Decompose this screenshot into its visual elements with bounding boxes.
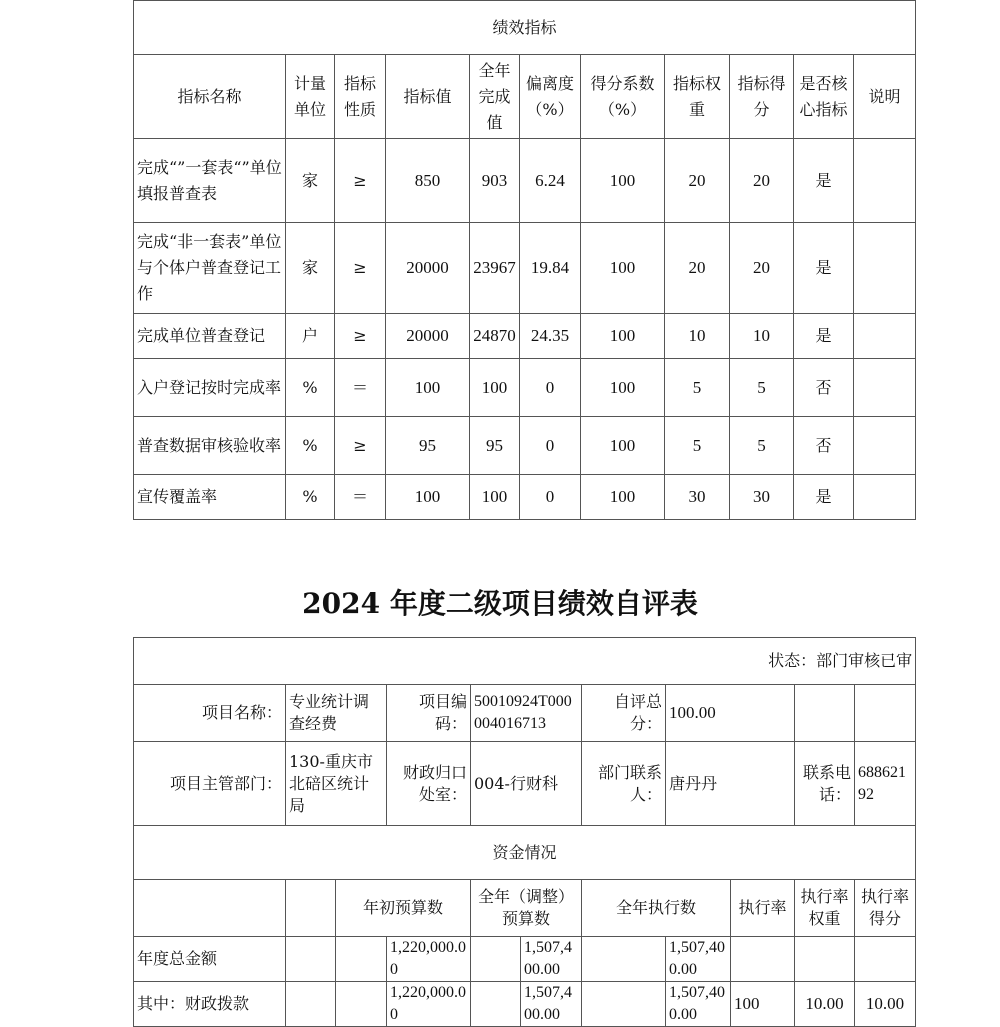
rate-score-value (855, 937, 916, 982)
cell-actual: 24870 (470, 314, 520, 359)
project-name-value: 专业统计调查经费 (286, 685, 387, 742)
rate-weight-value: 10.00 (795, 982, 855, 1027)
project-info-row (134, 685, 916, 742)
funds-row (134, 937, 916, 982)
initial-budget-value: 1,220,000.00 (387, 937, 471, 982)
cell-score-coef: 100 (581, 139, 665, 223)
cell-indicator-name: 完成“”一套表“”单位填报普查表 (134, 139, 286, 223)
cell-nature: ＝ (335, 359, 386, 417)
department-value: 130-重庆市北碚区统计局 (286, 742, 387, 826)
cell-unit: % (286, 475, 335, 520)
cell-nature: ＝ (335, 475, 386, 520)
cell-note (854, 314, 916, 359)
cell-nature: ≥ (335, 223, 386, 314)
cell-deviation: 24.35 (520, 314, 581, 359)
cell-core: 是 (794, 475, 854, 520)
department-label: 项目主管部门： (134, 742, 286, 826)
cell-weight: 5 (665, 359, 730, 417)
cell-indicator-name: 完成单位普查登记 (134, 314, 286, 359)
page-title: 2024 年度二级项目绩效自评表 (302, 587, 698, 620)
cell-weight: 20 (665, 223, 730, 314)
header-score: 指标得分 (730, 55, 794, 139)
funds-header-row (134, 880, 916, 937)
department-info-row (134, 742, 916, 826)
cell-note (854, 417, 916, 475)
section-title-performance-indicators: 绩效指标 (134, 1, 916, 55)
table-row (134, 417, 916, 475)
empty-cell (582, 982, 666, 1027)
adjusted-budget-value: 1,507,400.00 (521, 982, 582, 1027)
cell-core: 是 (794, 223, 854, 314)
cell-target: 100 (386, 359, 470, 417)
cell-deviation: 19.84 (520, 223, 581, 314)
cell-target: 100 (386, 475, 470, 520)
self-score-value: 100.00 (666, 685, 795, 742)
empty-cell (795, 685, 855, 742)
cell-note (854, 475, 916, 520)
rate-weight-value (795, 937, 855, 982)
execution-rate-value (731, 937, 795, 982)
empty-cell (286, 982, 336, 1027)
funds-row-label: 年度总金额 (134, 937, 286, 982)
cell-target: 850 (386, 139, 470, 223)
table-row (134, 139, 916, 223)
finance-office-label: 财政归口处室： (387, 742, 471, 826)
cell-actual: 100 (470, 359, 520, 417)
empty-cell (336, 937, 387, 982)
header-initial-budget: 年初预算数 (336, 880, 471, 937)
cell-weight: 30 (665, 475, 730, 520)
cell-nature: ≥ (335, 314, 386, 359)
empty-cell (855, 685, 916, 742)
contact-label: 部门联系人： (582, 742, 666, 826)
cell-score: 30 (730, 475, 794, 520)
header-deviation: 偏离度（%） (520, 55, 581, 139)
cell-note (854, 139, 916, 223)
cell-core: 是 (794, 314, 854, 359)
table-row (134, 359, 916, 417)
empty-cell (471, 982, 521, 1027)
cell-indicator-name: 入户登记按时完成率 (134, 359, 286, 417)
cell-deviation: 0 (520, 475, 581, 520)
cell-deviation: 0 (520, 417, 581, 475)
contact-value: 唐丹丹 (666, 742, 795, 826)
cell-score: 20 (730, 139, 794, 223)
initial-budget-value: 1,220,000.00 (387, 982, 471, 1027)
cell-score: 20 (730, 223, 794, 314)
cell-core: 否 (794, 359, 854, 417)
cell-weight: 10 (665, 314, 730, 359)
cell-score-coef: 100 (581, 359, 665, 417)
empty-cell (286, 937, 336, 982)
cell-nature: ≥ (335, 417, 386, 475)
cell-actual: 23967 (470, 223, 520, 314)
header-rate-score: 执行率得分 (855, 880, 916, 937)
project-self-evaluation-table (133, 637, 916, 1027)
cell-actual: 903 (470, 139, 520, 223)
cell-score: 5 (730, 417, 794, 475)
cell-actual: 95 (470, 417, 520, 475)
cell-deviation: 0 (520, 359, 581, 417)
empty-cell (582, 937, 666, 982)
cell-actual: 100 (470, 475, 520, 520)
adjusted-budget-value: 1,507,400.00 (521, 937, 582, 982)
project-code-label: 项目编码： (387, 685, 471, 742)
header-execution-rate: 执行率 (731, 880, 795, 937)
table-row (134, 475, 916, 520)
phone-value: 68862192 (855, 742, 916, 826)
header-unit: 计量单位 (286, 55, 335, 139)
header-core: 是否核心指标 (794, 55, 854, 139)
section-title-funds: 资金情况 (134, 826, 916, 880)
cell-nature: ≥ (335, 139, 386, 223)
executed-value: 1,507,400.00 (666, 937, 731, 982)
cell-unit: % (286, 359, 335, 417)
cell-score-coef: 100 (581, 314, 665, 359)
cell-score-coef: 100 (581, 475, 665, 520)
funds-row (134, 982, 916, 1027)
header-adjusted-budget: 全年（调整）预算数 (471, 880, 582, 937)
cell-target: 20000 (386, 314, 470, 359)
cell-deviation: 6.24 (520, 139, 581, 223)
table-row (134, 223, 916, 314)
cell-indicator-name: 完成“非一套表”单位与个体户普查登记工作 (134, 223, 286, 314)
self-score-label: 自评总分： (582, 685, 666, 742)
header-note: 说明 (854, 55, 916, 139)
cell-weight: 20 (665, 139, 730, 223)
finance-office-value: 004-行财科 (471, 742, 582, 826)
cell-score: 5 (730, 359, 794, 417)
empty-cell (336, 982, 387, 1027)
cell-score: 10 (730, 314, 794, 359)
empty-cell (286, 880, 336, 937)
executed-value: 1,507,400.00 (666, 982, 731, 1027)
cell-weight: 5 (665, 417, 730, 475)
cell-unit: % (286, 417, 335, 475)
performance-indicators-table (133, 0, 916, 520)
header-target: 指标值 (386, 55, 470, 139)
header-nature: 指标性质 (335, 55, 386, 139)
phone-label: 联系电话： (795, 742, 855, 826)
cell-target: 20000 (386, 223, 470, 314)
cell-unit: 家 (286, 139, 335, 223)
table-row (134, 314, 916, 359)
cell-score-coef: 100 (581, 417, 665, 475)
cell-core: 否 (794, 417, 854, 475)
cell-score-coef: 100 (581, 223, 665, 314)
cell-unit: 家 (286, 223, 335, 314)
cell-note (854, 359, 916, 417)
execution-rate-value: 100 (731, 982, 795, 1027)
cell-core: 是 (794, 139, 854, 223)
cell-target: 95 (386, 417, 470, 475)
empty-cell (471, 937, 521, 982)
project-code-value: 50010924T000004016713 (471, 685, 582, 742)
project-name-label: 项目名称： (134, 685, 286, 742)
empty-cell (134, 880, 286, 937)
header-weight: 指标权重 (665, 55, 730, 139)
cell-note (854, 223, 916, 314)
cell-indicator-name: 宣传覆盖率 (134, 475, 286, 520)
cell-unit: 户 (286, 314, 335, 359)
status-label: 状态：部门审核已审 (134, 638, 916, 685)
rate-score-value: 10.00 (855, 982, 916, 1027)
header-rate-weight: 执行率权重 (795, 880, 855, 937)
cell-indicator-name: 普查数据审核验收率 (134, 417, 286, 475)
table-header-row (134, 55, 916, 139)
header-actual: 全年完成值 (470, 55, 520, 139)
funds-row-label: 其中：财政拨款 (134, 982, 286, 1027)
header-executed: 全年执行数 (582, 880, 731, 937)
header-score-coef: 得分系数（%） (581, 55, 665, 139)
header-indicator-name: 指标名称 (134, 55, 286, 139)
